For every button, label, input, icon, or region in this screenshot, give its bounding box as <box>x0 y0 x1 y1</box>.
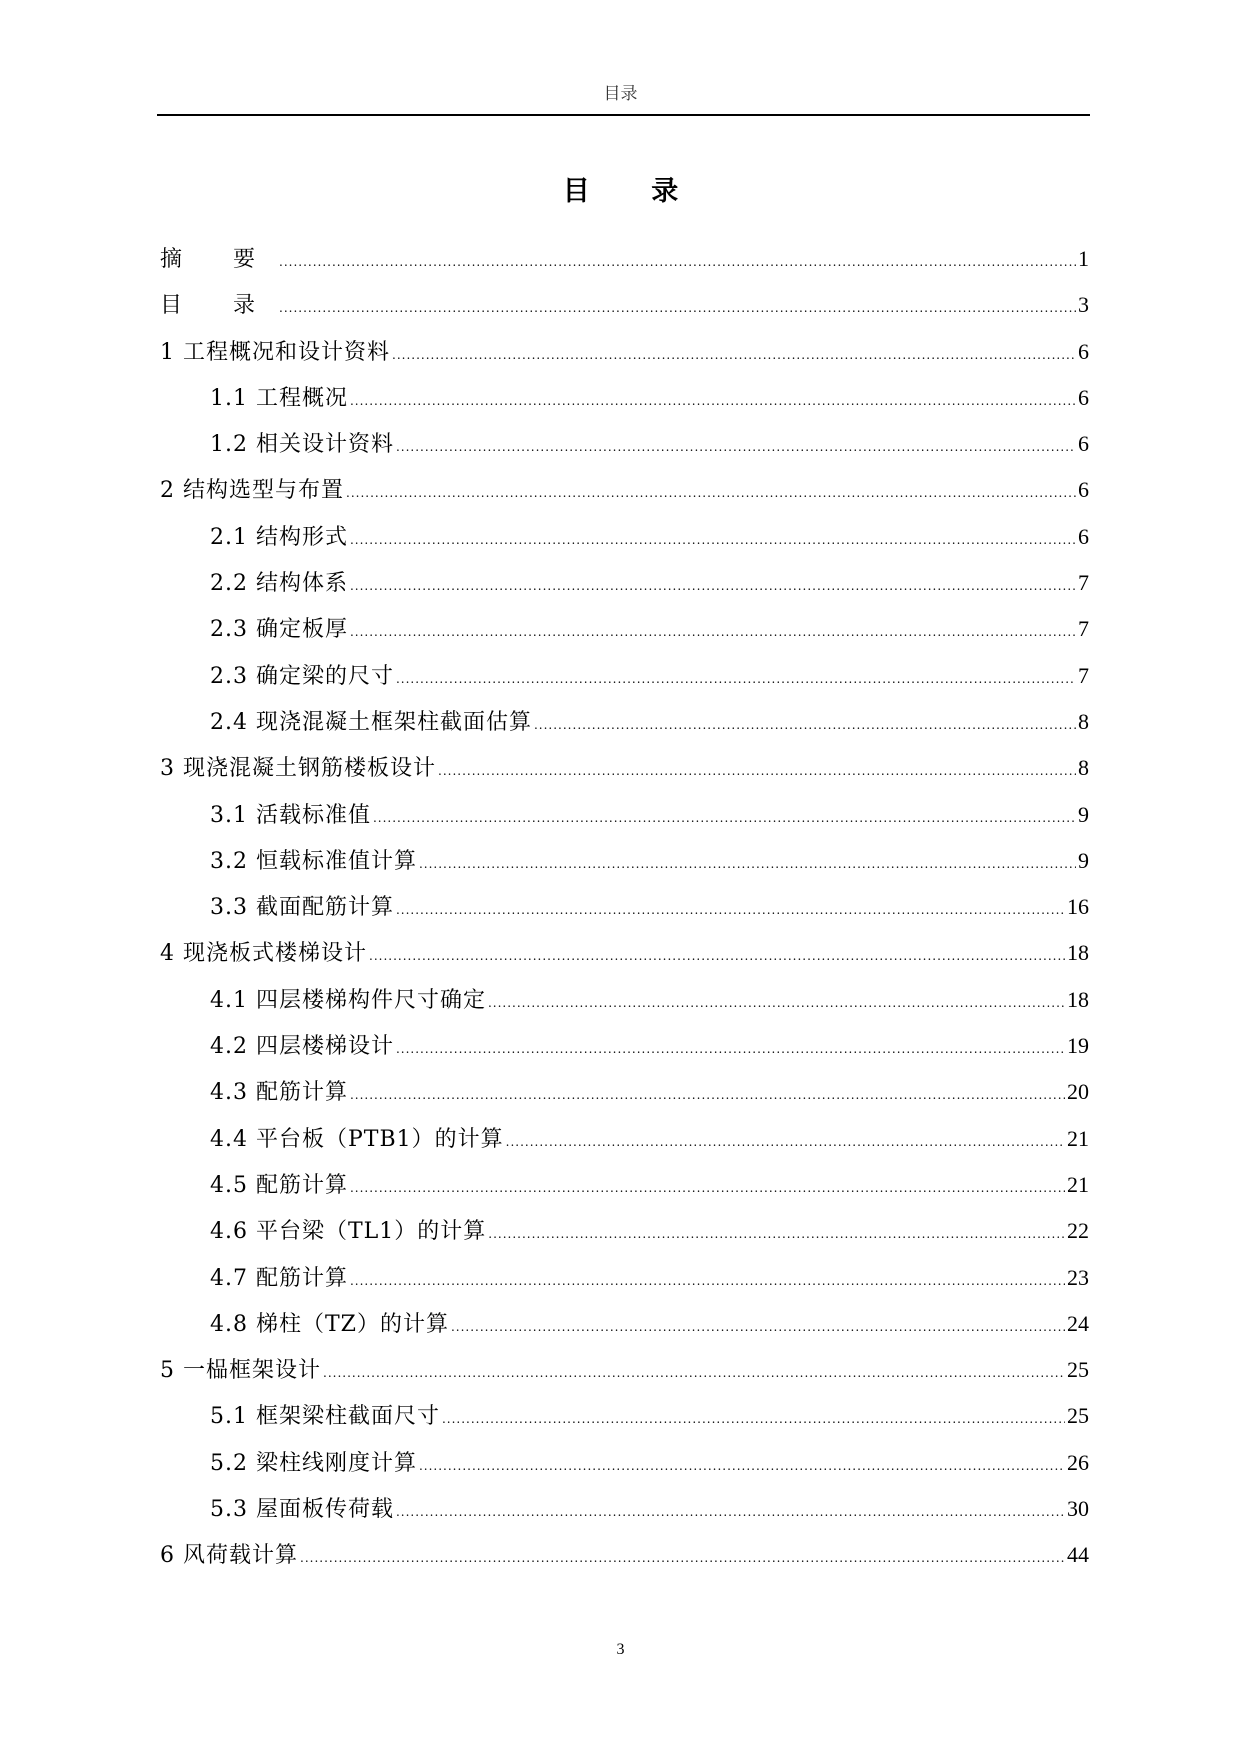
toc-entry[interactable] <box>160 282 1089 328</box>
toc-entry-label: 2.3 确定梁的尺寸 <box>210 663 394 689</box>
toc-entry-page: 6 <box>1078 384 1089 410</box>
toc-entry[interactable] <box>160 1208 1089 1254</box>
toc-entry[interactable] <box>160 1440 1089 1486</box>
toc-dot-leader <box>396 887 1065 933</box>
toc-dot-leader <box>346 470 1076 516</box>
toc-entry-page: 22 <box>1067 1218 1089 1244</box>
toc-entry-label: 3 现浇混凝土钢筋楼板设计 <box>160 756 436 782</box>
toc-entry-label: 4.8 梯柱（TZ）的计算 <box>210 1311 449 1337</box>
toc-entry[interactable] <box>160 1116 1089 1162</box>
toc-entry-page: 26 <box>1067 1449 1089 1475</box>
toc-dot-leader <box>350 609 1076 655</box>
toc-dot-leader <box>279 239 1076 285</box>
toc-dot-leader <box>350 378 1076 424</box>
toc-entry[interactable] <box>160 236 1089 282</box>
toc-entry-page: 16 <box>1067 894 1089 920</box>
toc-dot-leader <box>392 332 1076 378</box>
toc-entry-label: 6 风荷载计算 <box>160 1543 298 1569</box>
toc-dot-leader <box>488 1211 1065 1257</box>
toc-entry-page: 7 <box>1078 616 1089 642</box>
page-number: 3 <box>616 1641 625 1658</box>
toc-entry-page: 23 <box>1067 1264 1089 1290</box>
toc-entry-label: 3.1 活载标准值 <box>210 802 371 828</box>
toc-dot-leader <box>300 1535 1065 1581</box>
toc-entry-label: 1.2 相关设计资料 <box>210 432 394 458</box>
toc-entry[interactable] <box>160 653 1089 699</box>
toc-entry-page: 6 <box>1078 431 1089 457</box>
toc-entry-page: 1 <box>1078 246 1089 271</box>
toc-entry-page: 20 <box>1067 1079 1089 1105</box>
toc-dot-leader <box>396 1489 1065 1535</box>
toc-entry-label: 4.5 配筋计算 <box>210 1172 348 1198</box>
table-of-contents <box>160 236 1089 1579</box>
toc-entry[interactable] <box>160 884 1089 930</box>
toc-entry[interactable] <box>160 606 1089 652</box>
toc-entry-page: 44 <box>1067 1542 1089 1568</box>
toc-entry-label: 1.1 工程概况 <box>210 385 348 411</box>
toc-entry-label: 2.1 结构形式 <box>210 524 348 550</box>
toc-dot-leader <box>438 748 1076 794</box>
toc-entry-page: 24 <box>1067 1310 1089 1336</box>
toc-dot-leader <box>488 980 1065 1026</box>
toc-dot-leader <box>369 933 1065 979</box>
toc-entry[interactable] <box>160 977 1089 1023</box>
toc-entry[interactable] <box>160 930 1089 976</box>
toc-dot-leader <box>350 1258 1065 1304</box>
toc-entry[interactable] <box>160 1486 1089 1532</box>
toc-entry-page: 9 <box>1078 801 1089 827</box>
toc-dot-leader <box>396 656 1076 702</box>
page-title: 目 录 <box>562 176 705 207</box>
toc-dot-leader <box>350 563 1076 609</box>
toc-entry-page: 18 <box>1067 986 1089 1012</box>
toc-dot-leader <box>323 1350 1065 1396</box>
toc-entry[interactable] <box>160 329 1089 375</box>
toc-entry-label: 4.4 平台板（PTB1）的计算 <box>210 1126 504 1152</box>
toc-entry-page: 6 <box>1078 477 1089 503</box>
toc-entry-page: 6 <box>1078 338 1089 364</box>
toc-entry-label: 1 工程概况和设计资料 <box>160 339 390 365</box>
toc-entry-label: 2.4 现浇混凝土框架柱截面估算 <box>210 709 532 735</box>
toc-entry-label: 目 录 <box>160 293 277 319</box>
toc-entry-label: 4.2 四层楼梯设计 <box>210 1034 394 1060</box>
toc-dot-leader <box>373 795 1076 841</box>
toc-entry[interactable] <box>160 1347 1089 1393</box>
toc-entry-label: 5.3 屋面板传荷载 <box>210 1497 394 1523</box>
toc-entry[interactable] <box>160 421 1089 467</box>
toc-dot-leader <box>534 702 1076 748</box>
toc-entry-page: 6 <box>1078 523 1089 549</box>
toc-entry-label: 4.3 配筋计算 <box>210 1080 348 1106</box>
toc-entry[interactable] <box>160 375 1089 421</box>
toc-entry-label: 5 一榀框架设计 <box>160 1358 321 1384</box>
toc-entry-page: 8 <box>1078 755 1089 781</box>
toc-dot-leader <box>442 1396 1065 1442</box>
toc-entry[interactable] <box>160 514 1089 560</box>
toc-entry-page: 21 <box>1067 1125 1089 1151</box>
toc-dot-leader <box>419 841 1076 887</box>
toc-entry-label: 4.1 四层楼梯构件尺寸确定 <box>210 987 486 1013</box>
header-rule <box>157 114 1090 116</box>
toc-entry[interactable] <box>160 792 1089 838</box>
toc-entry-page: 30 <box>1067 1496 1089 1522</box>
toc-dot-leader <box>350 517 1076 563</box>
toc-dot-leader <box>419 1443 1065 1489</box>
toc-entry[interactable] <box>160 838 1089 884</box>
toc-entry[interactable] <box>160 1255 1089 1301</box>
toc-entry-label: 2 结构选型与布置 <box>160 478 344 504</box>
toc-dot-leader <box>451 1304 1065 1350</box>
toc-dot-leader <box>506 1119 1065 1165</box>
toc-entry[interactable] <box>160 1301 1089 1347</box>
toc-entry[interactable] <box>160 1023 1089 1069</box>
toc-entry[interactable] <box>160 560 1089 606</box>
toc-entry-label: 2.2 结构体系 <box>210 571 348 597</box>
toc-entry-page: 25 <box>1067 1357 1089 1383</box>
toc-entry-page: 3 <box>1078 292 1089 318</box>
toc-entry-page: 25 <box>1067 1403 1089 1429</box>
toc-entry-label: 5.2 梁柱线刚度计算 <box>210 1450 417 1476</box>
toc-dot-leader <box>279 285 1076 331</box>
toc-dot-leader <box>350 1072 1065 1118</box>
toc-entry[interactable] <box>160 467 1089 513</box>
toc-entry-label: 5.1 框架梁柱截面尺寸 <box>210 1404 440 1430</box>
running-header: 目录 <box>603 84 638 104</box>
toc-entry[interactable] <box>160 699 1089 745</box>
toc-entry-page: 8 <box>1078 708 1089 734</box>
toc-dot-leader <box>396 1026 1065 1072</box>
toc-entry-label: 4.6 平台梁（TL1）的计算 <box>210 1219 487 1245</box>
toc-dot-leader <box>396 424 1076 470</box>
toc-entry-page: 7 <box>1078 662 1089 688</box>
toc-entry[interactable] <box>160 1393 1089 1439</box>
toc-entry-page: 7 <box>1078 570 1089 596</box>
toc-entry-label: 3.2 恒载标准值计算 <box>210 848 417 874</box>
toc-entry-label: 4.7 配筋计算 <box>210 1265 348 1291</box>
toc-entry-page: 19 <box>1067 1033 1089 1059</box>
toc-entry[interactable] <box>160 745 1089 791</box>
toc-entry-page: 21 <box>1067 1171 1089 1197</box>
toc-entry-label: 3.3 截面配筋计算 <box>210 895 394 921</box>
toc-entry[interactable] <box>160 1532 1089 1578</box>
toc-entry-label: 2.3 确定板厚 <box>210 617 348 643</box>
toc-entry-page: 18 <box>1067 940 1089 966</box>
toc-dot-leader <box>350 1165 1065 1211</box>
toc-entry-label: 4 现浇板式楼梯设计 <box>160 941 367 967</box>
toc-entry-page: 9 <box>1078 847 1089 873</box>
toc-entry[interactable] <box>160 1069 1089 1115</box>
toc-entry[interactable] <box>160 1162 1089 1208</box>
toc-entry-label: 摘 要 <box>160 247 277 272</box>
